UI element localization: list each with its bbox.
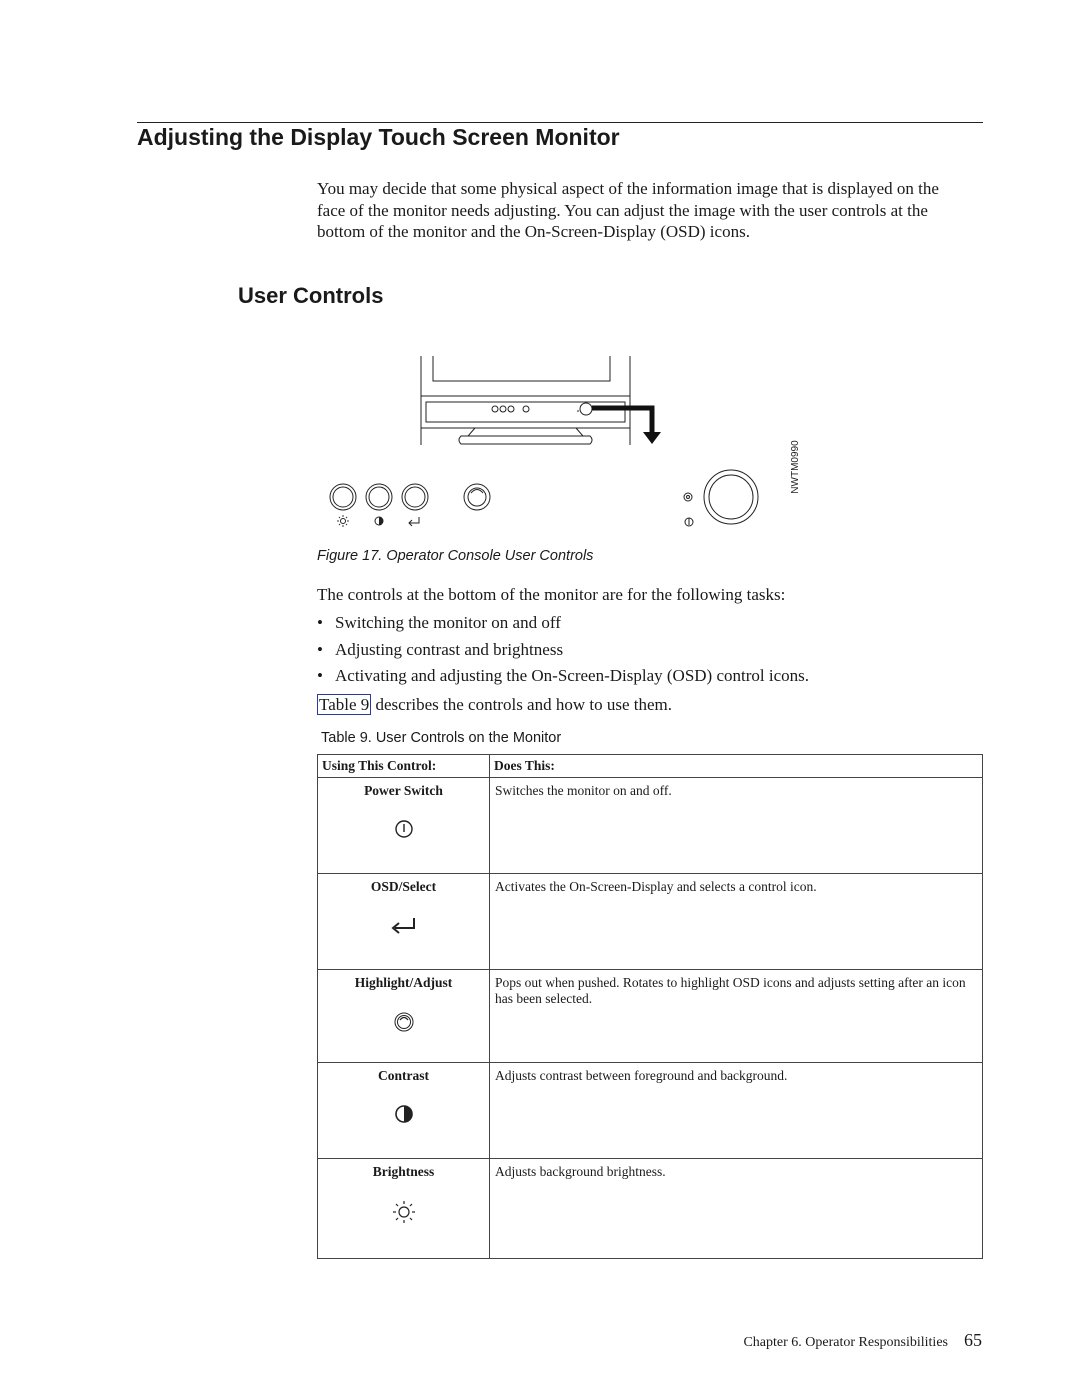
- user-controls-table: [317, 754, 983, 1259]
- table-row: [318, 970, 983, 1063]
- table-row: [318, 778, 983, 874]
- description-cell: Adjusts contrast between foreground and background.: [490, 1063, 983, 1159]
- intro-paragraph: You may decide that some physical aspect of the information image that is displayed on the face of the monitor needs adjusting. You can adjust the image with the user controls at the bottom of the monitor and the On-Screen-Display (OSD) icons.: [317, 179, 939, 241]
- table-caption: Table 9. User Controls on the Monitor: [321, 730, 562, 746]
- table-reference-text: describes the controls and how to use them.: [371, 695, 673, 714]
- tasks-list: [317, 612, 809, 692]
- power-icon: [394, 819, 414, 839]
- control-name: Contrast: [378, 1068, 429, 1083]
- table-row: [318, 1159, 983, 1259]
- table-row: [318, 1063, 983, 1159]
- control-cell: [318, 874, 490, 970]
- control-name: Power Switch: [364, 783, 443, 798]
- brightness-icon: [392, 1200, 416, 1224]
- description-cell: Switches the monitor on and off.: [490, 778, 983, 874]
- column-header: Using This Control:: [318, 755, 490, 778]
- page-number: 65: [964, 1330, 982, 1350]
- page-footer: [743, 1330, 982, 1351]
- footer-chapter: Chapter 6. Operator Responsibilities: [743, 1335, 948, 1350]
- contrast-icon: [394, 1104, 414, 1124]
- control-cell: [318, 1159, 490, 1259]
- tasks-intro: The controls at the bottom of the monitor are for the following tasks:: [317, 585, 786, 604]
- figure-id-label: NWTM0990: [790, 440, 801, 494]
- operator-console-figure: [320, 350, 820, 540]
- control-cell: [318, 970, 490, 1063]
- list-item: • Adjusting contrast and brightness: [317, 639, 809, 666]
- table-reference: [317, 695, 672, 715]
- section-heading: User Controls: [238, 283, 384, 308]
- control-name: Highlight/Adjust: [354, 975, 453, 990]
- knob-icon: [393, 1011, 415, 1033]
- description-cell: Activates the On-Screen-Display and selects a control icon.: [490, 874, 983, 970]
- control-cell: [318, 778, 490, 874]
- enter-arrow-icon: [390, 915, 418, 935]
- column-header: Does This:: [490, 755, 983, 778]
- list-item: • Switching the monitor on and off: [317, 612, 809, 639]
- figure-caption: Figure 17. Operator Console User Controls: [317, 548, 594, 564]
- control-name: Brightness: [372, 1164, 435, 1179]
- control-name: OSD/Select: [370, 879, 437, 894]
- table-header-row: [318, 755, 983, 778]
- page-heading: Adjusting the Display Touch Screen Monitor: [137, 124, 620, 150]
- description-cell: Pops out when pushed. Rotates to highlight OSD icons and adjusts setting after an icon has been selected.: [490, 970, 983, 1063]
- heading-rule: [137, 122, 983, 123]
- control-cell: [318, 1063, 490, 1159]
- table-row: [318, 874, 983, 970]
- description-cell: Adjusts background brightness.: [490, 1159, 983, 1259]
- list-item: • Activating and adjusting the On-Screen-Display (OSD) control icons.: [317, 665, 809, 692]
- table-9-link[interactable]: Table 9: [319, 695, 370, 714]
